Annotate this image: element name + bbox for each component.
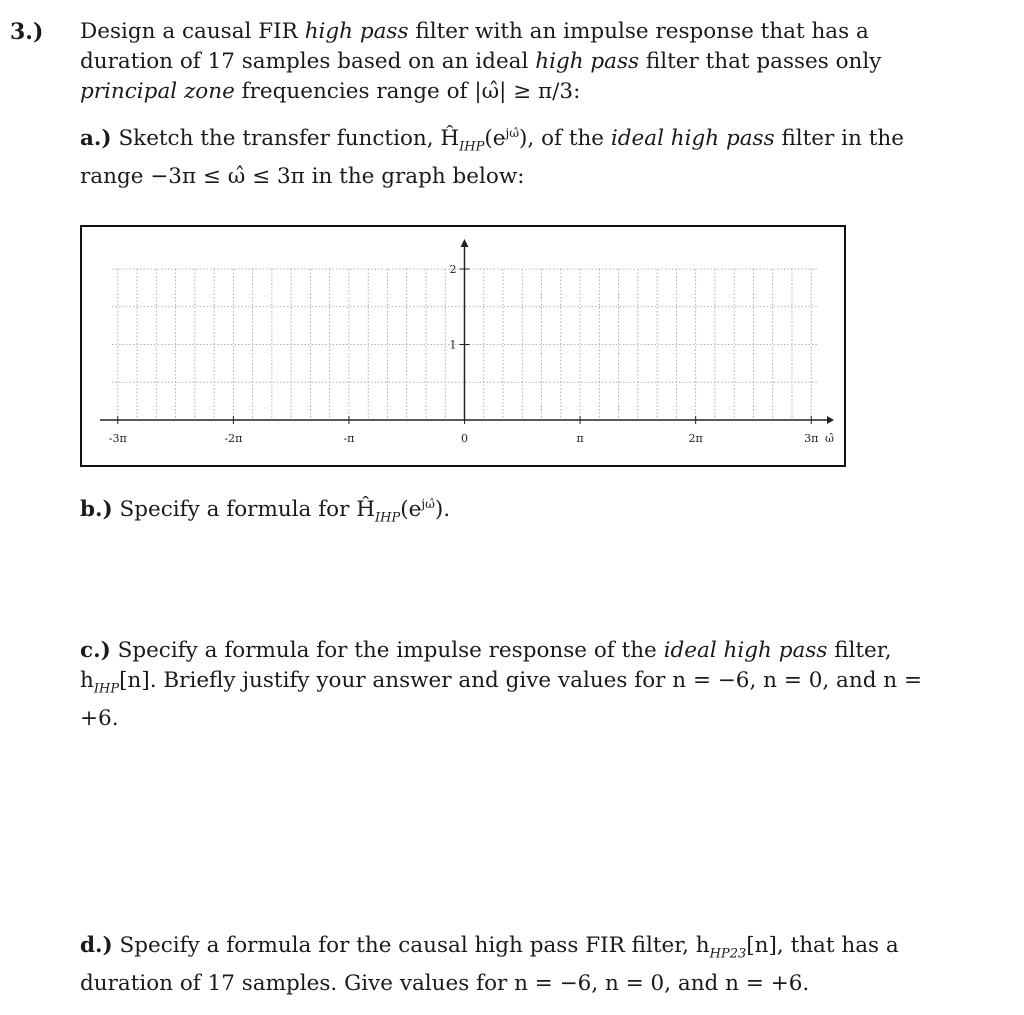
x-axis-arrow [827, 416, 834, 424]
x-tick-label: 3π [804, 432, 819, 445]
x-tick-label: π [576, 432, 584, 445]
part-d-text: d.) Specify a formula for the causal high pass FIR filter, $h_{HP23}[n]$, that has a duration of 17 samples. Give values for n = −6, n = 0, and n = +6. [80, 933, 899, 997]
x-tick-label: 2π [688, 432, 703, 445]
x-tick-label: -3π [108, 432, 127, 445]
x-tick-label: 0 [461, 432, 468, 445]
y-tick-label: 2 [449, 263, 457, 276]
part-b-text: b.) Specify a formula for $Ĥ_{IHP}(e^{j\omegâ})$. [80, 497, 451, 526]
part-a-text: a.) Sketch the transfer function, $Ĥ_{IHP}(e^{j\omegâ})$, of the ideal high pass filter in the range −3π ≤ ω̂ ≤ 3π in the graph below: [80, 126, 904, 190]
y-tick-label: 1 [449, 338, 457, 352]
answer-graph[interactable] [80, 225, 846, 467]
x-tick-label: -2π [224, 432, 243, 445]
x-tick-label: -π [343, 432, 355, 445]
frequency-axes [82, 227, 844, 465]
problem-statement: Design a causal FIR high pass filter with an impulse response that has a duration of 17 samples based on an ideal high pass filter that passes only principal zone frequencies range of |ω̂| ≥ π/3: [80, 19, 882, 104]
problem-number: 3.) [10, 19, 44, 45]
x-axis-label: ω̂ [825, 432, 834, 445]
part-c-text: c.) Specify a formula for the impulse response of the ideal high pass filter, $h_{IHP}[n]$. Briefly justify your answer and give values for n = −6, n = 0, and n = +6. [80, 638, 922, 732]
y-axis-arrow [461, 239, 469, 247]
